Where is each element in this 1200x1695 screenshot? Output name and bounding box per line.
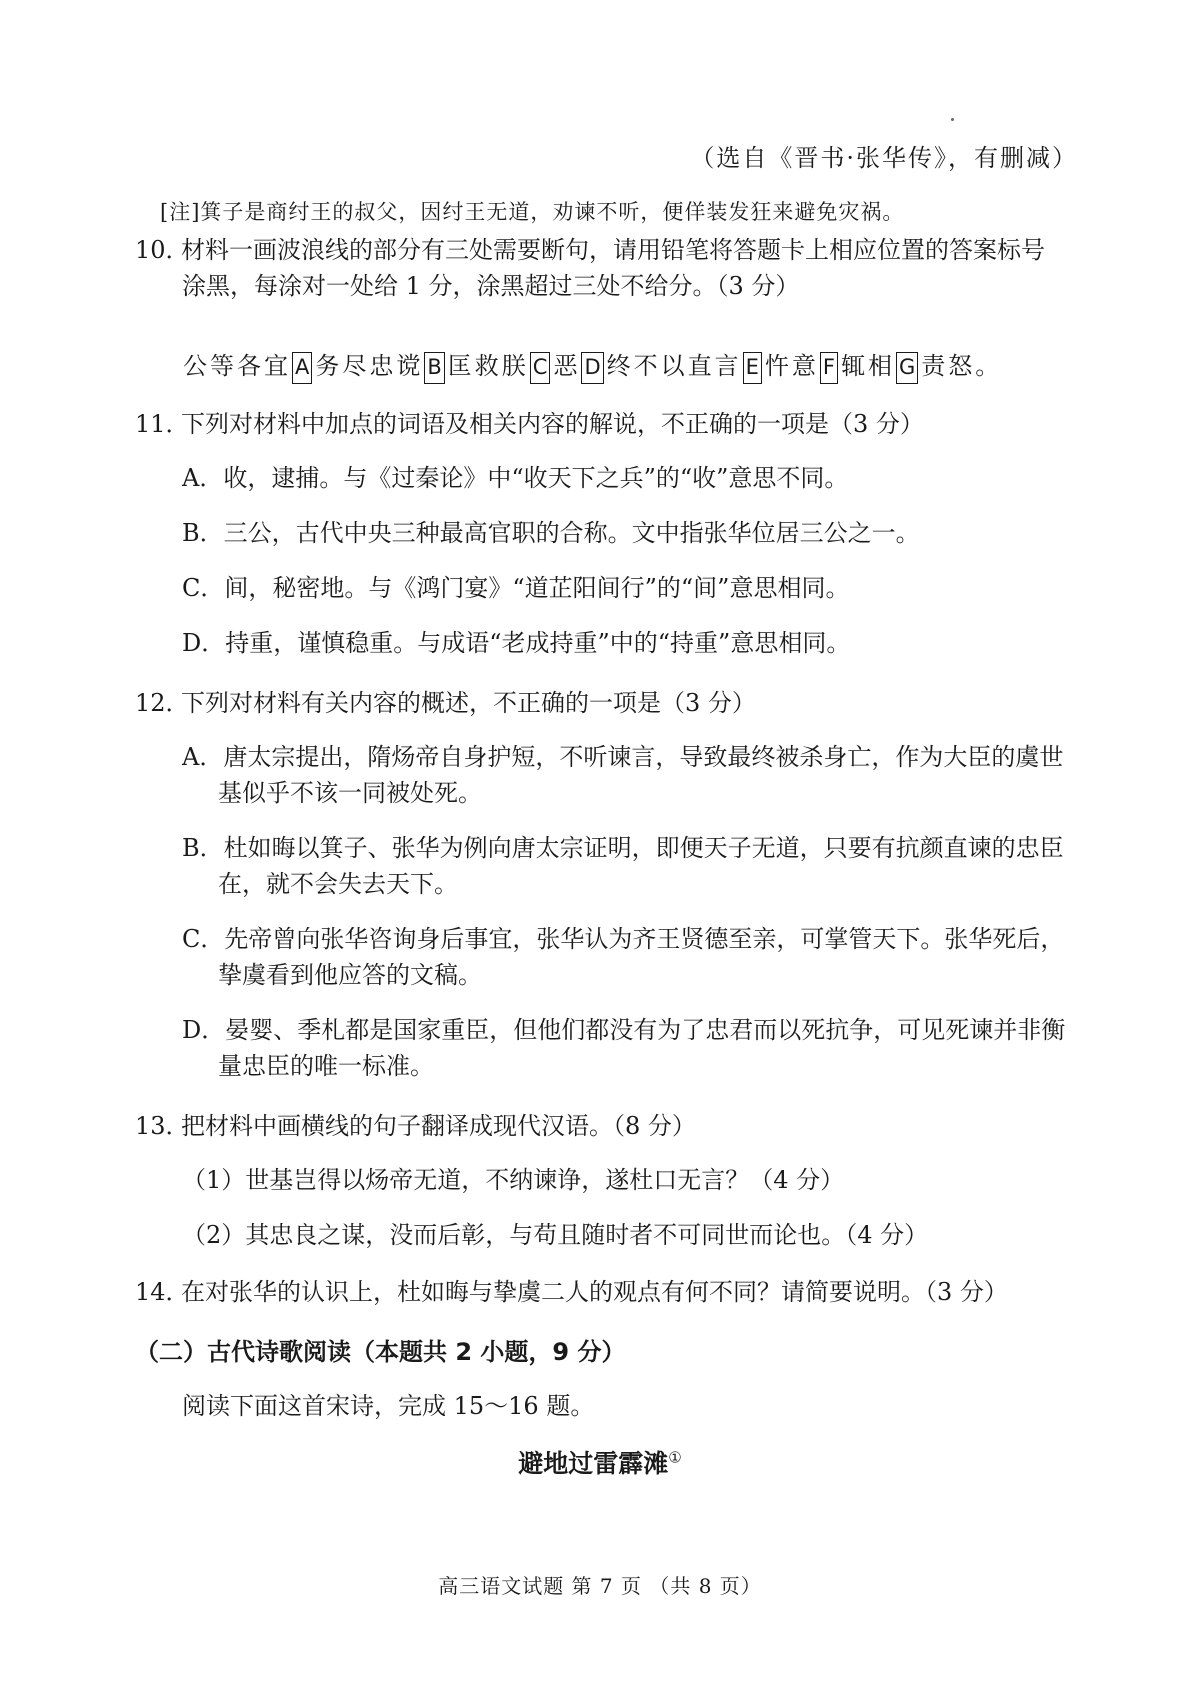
source-citation: （选自《晋书·张华传》，有删减） (690, 144, 1078, 172)
sentence-segment: 务尽忠谠 (315, 352, 424, 380)
option-d (182, 1010, 1065, 1045)
question-14 (135, 1272, 1008, 1307)
option-text: 三公，古代中央三种最高官职的合称。文中指张华位居三公之一。 (223, 519, 920, 547)
sentence-segment: 公等各宜 (183, 352, 291, 380)
option-b (182, 828, 1064, 863)
sub-question-1: （1）世基岂得以炀帝无道，不纳谏诤，遂杜口无言？（4 分） (182, 1166, 845, 1194)
punctuation-sentence (183, 346, 1002, 384)
question-number: 12． (135, 689, 190, 717)
option-label: C． (182, 925, 225, 953)
option-label: A． (182, 464, 224, 492)
scan-speck (951, 118, 954, 121)
break-mark-e: E (743, 352, 762, 384)
break-mark-b: B (424, 352, 444, 384)
option-text: 持重，谨慎稳重。与成语“老成持重”中的“持重”意思相同。 (225, 629, 851, 657)
question-12 (135, 683, 756, 718)
option-c-line2: 挚虞看到他应答的文稿。 (218, 961, 482, 989)
option-a-line2: 基似乎不该一同被处死。 (218, 779, 482, 807)
sub-question-2: （2）其忠良之谋，没而后彰，与苟且随时者不可同世而论也。（4 分） (182, 1221, 929, 1249)
sentence-segment: 忤意 (764, 352, 819, 380)
sentence-segment: 匡救朕 (447, 352, 529, 380)
question-stem: 在对张华的认识上，杜如晦与挚虞二人的观点有何不同？请简要说明。（3 分） (181, 1278, 1008, 1306)
option-d (182, 623, 850, 658)
option-text: 唐太宗提出，隋炀帝自身护短，不听谏言，导致最终被杀身亡，作为大臣的虞世 (223, 743, 1064, 771)
footnote-mark: ① (668, 1448, 682, 1467)
break-mark-c: C (530, 352, 551, 384)
option-text: 晏婴、季札都是国家重臣，但他们都没有为了忠君而以死抗争，可见死谏并非衡 (225, 1016, 1066, 1044)
question-stem: 下列对材料有关内容的概述，不正确的一项是（3 分） (181, 689, 756, 717)
option-c (182, 919, 1064, 954)
question-number: 10． (135, 236, 190, 264)
annotation-note: [注]箕子是商纣王的叔父，因纣王无道，劝谏不听，便佯装发狂来避免灾祸。 (160, 200, 905, 224)
question-stem: 下列对材料中加点的词语及相关内容的解说，不正确的一项是（3 分） (181, 410, 924, 438)
option-text: 收，逮捕。与《过秦论》中“收天下之兵”的“收”意思不同。 (223, 464, 849, 492)
sentence-segment: 恶 (553, 352, 581, 380)
sentence-segment: 辄相 (841, 352, 896, 380)
option-label: A． (182, 743, 224, 771)
question-13 (135, 1106, 696, 1141)
option-label: D． (182, 1016, 226, 1044)
option-text: 间，秘密地。与《鸿门宴》“道芷阳间行”的“间”意思相同。 (224, 574, 850, 602)
question-number: 11． (135, 410, 190, 438)
question-10 (135, 230, 1045, 265)
sentence-segment: 终不以直言 (606, 352, 742, 380)
option-label: B． (182, 834, 224, 862)
question-stem: 材料一画波浪线的部分有三处需要断句，请用铅笔将答题卡上相应位置的答案标号 (181, 236, 1045, 264)
break-mark-a: A (292, 352, 312, 384)
option-b-line2: 在，就不会失去天下。 (218, 870, 458, 898)
question-11 (135, 404, 924, 439)
break-mark-f: F (820, 352, 838, 384)
option-label: B． (182, 519, 224, 547)
question-stem: 把材料中画横线的句子翻译成现代汉语。（8 分） (181, 1112, 696, 1140)
option-c (182, 568, 849, 603)
break-mark-g: G (896, 352, 918, 384)
option-text: 先帝曾向张华咨询身后事宜，张华认为齐王贤德至亲，可掌管天下。张华死后， (224, 925, 1065, 953)
section-heading: （二）古代诗歌阅读（本题共 2 小题，9 分） (135, 1338, 626, 1366)
option-text: 杜如晦以箕子、张华为例向唐太宗证明，即便天子无道，只要有抗颜直谏的忠臣 (223, 834, 1064, 862)
sentence-segment: 责怒。 (921, 352, 1003, 380)
option-b (182, 513, 920, 548)
option-a (182, 737, 1063, 772)
option-label: C． (182, 574, 225, 602)
option-label: D． (182, 629, 226, 657)
poem-title-text: 避地过雷霹滩 (518, 1449, 669, 1478)
poem-title (0, 1444, 1200, 1480)
question-number: 14． (135, 1278, 190, 1306)
page-footer: 高三语文试题 第 7 页 （共 8 页） (438, 1574, 762, 1598)
break-mark-d: D (581, 352, 603, 384)
question-number: 13． (135, 1112, 190, 1140)
option-d-line2: 量忠臣的唯一标准。 (218, 1052, 434, 1080)
question-10-line2: 涂黑，每涂对一处给 1 分，涂黑超过三处不给分。（3 分） (182, 272, 800, 300)
section-intro: 阅读下面这首宋诗，完成 15～16 题。 (182, 1392, 595, 1420)
option-a (182, 458, 848, 493)
